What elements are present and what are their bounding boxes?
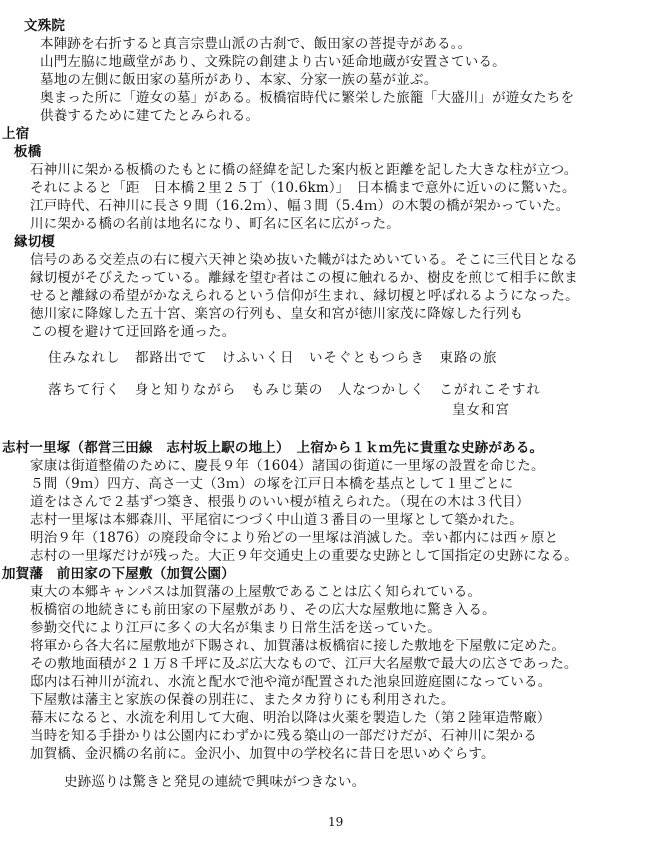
paragraph-line: 縁切榎がそびえたっている。離縁を望む者はこの榎に触れるか、樹皮を煎じて相手に飲ま: [30, 270, 578, 286]
paragraph-line: 山門左脇に地蔵堂があり、文殊院の創建より古い延命地蔵が安置さている。: [40, 54, 506, 70]
poem-author: 皇女和宮: [452, 402, 510, 418]
paragraph-line: 墓地の左側に飯田家の墓所があり、本家、分家一族の墓が並ぶ。: [40, 72, 438, 88]
section-title-itabashi: 板橋: [14, 144, 42, 160]
paragraph-line: 石神川に架かる板橋のたもとに橋の経緯を記した案内板と距離を記した大きな柱が立つ。: [30, 162, 578, 178]
poem-line: 落ちて行く 身と知りながら もみじ葉の 人なつかしく こがれこそすれ: [48, 382, 541, 398]
paragraph-line: 志村一里塚は本郷森川、平尾宿につづく中山道３番目の一里塚として築かれた。: [30, 512, 523, 528]
paragraph-line: 信号のある交差点の右に榎六天神と染め抜いた幟がはためいている。そこに三代目となる: [30, 252, 578, 268]
paragraph-line: 江戸時代、石神川に長さ９間（16.2ｍ）、幅３間（5.4ｍ）の木製の橋が架かっていた。: [30, 198, 570, 214]
section-title-kamijuku: 上宿: [2, 126, 30, 142]
paragraph-line: 将軍から各大名に屋敷地が下賜され、加賀藩は板橋宿に接した敷地を下屋敷に定めた。: [30, 638, 566, 654]
paragraph-line: 志村の一里塚だけが残った。大正９年交通史上の重要な史跡として国指定の史跡になる。: [30, 548, 578, 564]
section-title-enkiri: 縁切榎: [14, 234, 56, 250]
paragraph-line: 川に架かる橋の名前は地名になり、町名に区名に広がった。: [30, 216, 400, 232]
paragraph-line: ５間（9ｍ）四方、高さ一丈（3ｍ）の塚を江戸日本橋を基点として１里ごとに: [30, 476, 514, 492]
closing-sentence: 史跡巡りは驚きと発見の連続で興味がつきない。: [64, 774, 366, 790]
poem-line: 住みなれし 都路出でて けふいく日 いそぐともつらき 東路の旅: [48, 350, 498, 366]
section-title-kaga: 加賀藩 前田家の下屋敷（加賀公園）: [2, 566, 235, 582]
page-number: 19: [328, 815, 344, 829]
paragraph-line: せると離縁の希望がかなえられるという信仰が生まれ、縁切榎と呼ばれるようになった。: [30, 288, 579, 304]
paragraph-line: 加賀橋、金沢橋の名前に。金沢小、加賀中の学校名に昔日を思いめぐらす。: [30, 746, 495, 762]
paragraph-line: 供養するために建てたとみられる。: [40, 108, 260, 124]
paragraph-line: 奥まった所に「遊女の墓」がある。板橋宿時代に繁栄した旅籠「大盛川」が遊女たちを: [40, 90, 575, 106]
paragraph-line: 徳川家に降嫁した五十宮、楽宮の行列も、皇女和宮が徳川家茂に降嫁した行列も: [30, 306, 524, 322]
paragraph-line: 本陣跡を右折すると真言宗豊山派の古刹で、飯田家の菩提寺がある。。: [40, 36, 472, 52]
paragraph-line: 道をはさんで２基ずつ築き、根張りのいい榎が植えられた。（現在の木は３代目）: [30, 494, 530, 510]
paragraph-line: 明治９年（1876）の廃段命令により殆どの一里塚は消滅した。幸い都内には西ヶ原と: [30, 530, 559, 546]
section-title-shimura: 志村一里塚（都営三田線 志村坂上駅の地上） 上宿から１ｋｍ先に貴重な史跡がある。: [2, 440, 544, 456]
paragraph-line: 東大の本郷キャンパスは加賀藩の上屋敷であることは広く知られている。: [30, 584, 482, 600]
paragraph-line: その敷地面積が２１万８千坪に及ぶ広大なもので、江戸大名屋敷で最大の広さであった。: [30, 656, 578, 672]
paragraph-line: 板橋宿の地続きにも前田家の下屋敷があり、その広大な屋敷地に驚き入る。: [30, 602, 496, 618]
paragraph-line: 当時を知る手掛かりは公園内にわずかに残る築山の一部だけだが、石神川に架かる: [30, 728, 537, 744]
paragraph-line: 下屋敷は藩主と家族の保養の別荘に、またタカ狩りにも利用された。: [30, 692, 455, 708]
paragraph-line: 幕末になると、水流を利用して大砲、明治以降は火薬を製造した（第２陸軍造幣廠）: [30, 710, 551, 726]
paragraph-line: 参勤交代により江戸に多くの大名が集まり日常生活を送っていた。: [30, 620, 441, 636]
paragraph-line: この榎を避けて迂回路を通った。: [30, 324, 236, 340]
section-title-bunshuin: 文殊院: [24, 18, 66, 34]
paragraph-line: それによると「距 日本橋２里２５丁（10.6km）」 日本橋まで意外に近いのに驚いた。: [30, 180, 576, 196]
paragraph-line: 家康は街道整備のために、慶長９年（1604）諸国の街道に一里塚の設置を命じた。: [30, 458, 545, 474]
paragraph-line: 邸内は石神川が流れ、水流と配水で池や滝が配置された池泉回遊庭園になっている。: [30, 674, 552, 690]
